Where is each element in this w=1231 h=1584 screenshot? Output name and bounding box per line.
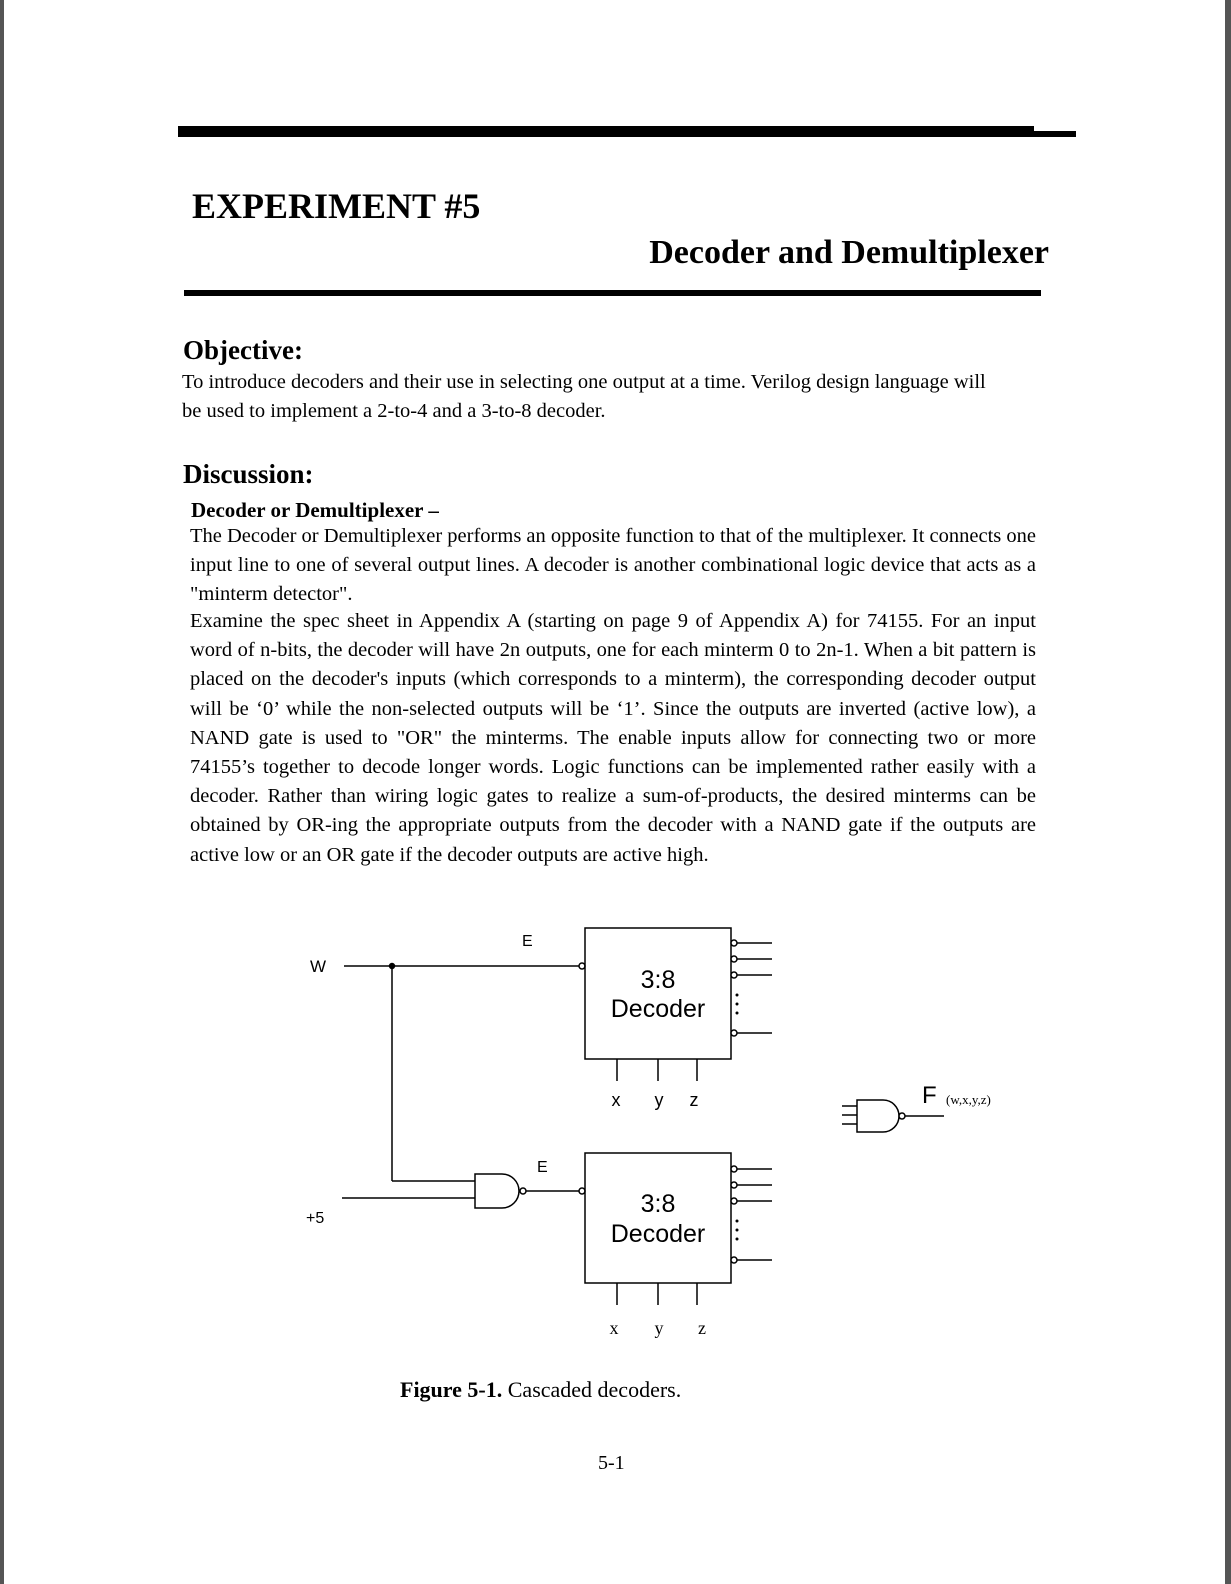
objective-heading: Objective: bbox=[183, 335, 303, 365]
bottom-output-bubble-8 bbox=[731, 1257, 737, 1263]
discussion-subheading: Decoder or Demultiplexer – bbox=[191, 498, 439, 522]
bottom-select-x-label: x bbox=[609, 1318, 619, 1338]
top-output-bubble-8 bbox=[731, 1030, 737, 1036]
discussion-paragraph-1: The Decoder or Demultiplexer performs an opposite function to that of the multiplexer. It connects one input line to one of several output lines. A decoder is another combinational logic device that acts as a "minterm detector". bbox=[190, 525, 1036, 606]
nand-gate bbox=[475, 1174, 519, 1208]
bottom-decoder-box bbox=[585, 1153, 731, 1283]
top-decoder-label-line1: 3:8 bbox=[640, 966, 676, 994]
bottom-decoder-label-line2: Decoder bbox=[610, 1220, 706, 1248]
nand-output-bubble bbox=[520, 1188, 526, 1194]
objective-text: To introduce decoders and their use in selecting one output at a time. Verilog design language will be used to implement a 2-to-4 and a 3-to-8 decoder. bbox=[182, 371, 986, 423]
bottom-select-z-label: z bbox=[698, 1318, 706, 1338]
figure-caption bbox=[400, 1376, 681, 1404]
experiment-subtitle: Decoder and Demultiplexer bbox=[649, 234, 1049, 271]
bottom-output-bubble-3 bbox=[731, 1198, 737, 1204]
top-select-x-label: x bbox=[611, 1090, 621, 1110]
top-output-bubble-1 bbox=[731, 940, 737, 946]
bottom-decoder-label-line1: 3:8 bbox=[640, 1190, 676, 1218]
figure-caption-text: Cascaded decoders. bbox=[502, 1377, 682, 1402]
f-nand-gate bbox=[857, 1100, 899, 1132]
top-output-bubble-2 bbox=[731, 956, 737, 962]
top-decoder-label-line2: Decoder bbox=[610, 995, 706, 1023]
bottom-enable-label: E bbox=[537, 1159, 548, 1176]
top-select-z-label: z bbox=[689, 1090, 699, 1110]
discussion-paragraph-2: Examine the spec sheet in Appendix A (starting on page 9 of Appendix A) for 74155. For an input word of n-bits, the decoder will have 2n outputs, one for each minterm 0 to 2n-1. When a bit pattern is placed on the decoder's inputs (which corresponds to a minterm), the corresponding decoder output will be ‘0’ while the non-selected outputs will be ‘1’. Since the outputs are inverted (active low), a NAND gate is used to "OR" the minterms. The enable inputs allow for connecting two or more 74155’s together to decode longer words. Logic functions can be implemented rather easily with a decoder. Rather than wiring logic gates to realize a sum-of-products, the desired minterms can be obtained by OR-ing the appropriate outputs from the decoder with a NAND gate if the outputs are active low or an OR gate if the decoder outputs are active high. bbox=[190, 610, 1036, 866]
f-gate-bubble bbox=[899, 1113, 905, 1119]
top-enable-bubble bbox=[579, 963, 585, 969]
f-output-label: F bbox=[922, 1082, 937, 1109]
bottom-select-y-label: y bbox=[654, 1318, 664, 1338]
top-output-bubble-3 bbox=[731, 972, 737, 978]
f-output-args: (w,x,y,z) bbox=[946, 1092, 991, 1107]
top-select-y-label: y bbox=[654, 1090, 664, 1110]
w-input-label: W bbox=[310, 957, 327, 976]
page-number: 5-1 bbox=[598, 1452, 625, 1474]
figure-caption-label: Figure 5-1. bbox=[400, 1377, 503, 1402]
bottom-output-bubble-1 bbox=[731, 1166, 737, 1172]
top-enable-label: E bbox=[522, 933, 533, 950]
discussion-heading: Discussion: bbox=[183, 459, 314, 489]
plus5-input-label: +5 bbox=[306, 1210, 325, 1227]
experiment-title: EXPERIMENT #5 bbox=[192, 186, 481, 226]
bottom-enable-bubble bbox=[579, 1188, 585, 1194]
bottom-output-bubble-2 bbox=[731, 1182, 737, 1188]
